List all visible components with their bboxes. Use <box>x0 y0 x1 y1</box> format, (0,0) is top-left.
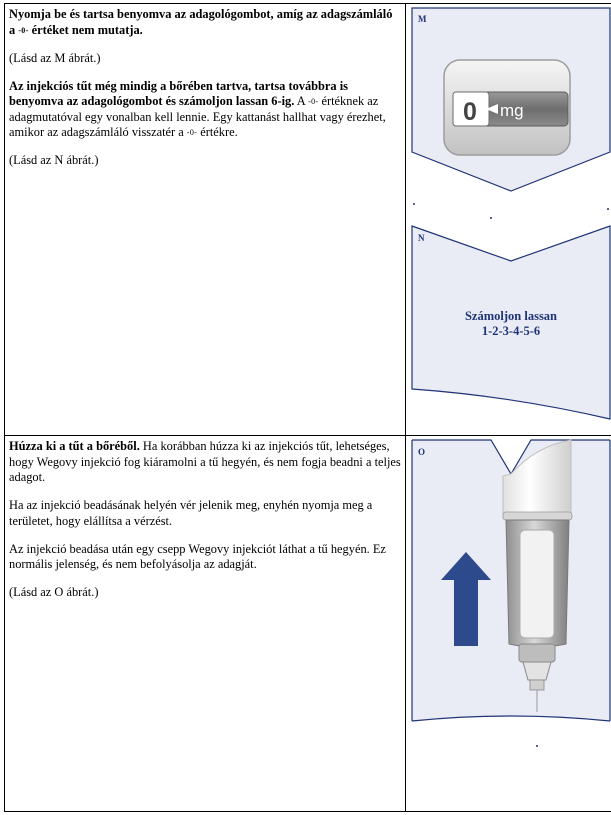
count-text-a: A <box>296 94 306 108</box>
step-paragraph-hold-button <box>9 7 401 38</box>
figure-n-label: N <box>418 233 425 243</box>
figure-cell-o <box>406 436 611 812</box>
step-text-cell-2 <box>5 436 406 812</box>
count-slowly-text: Számoljon lassan <box>464 309 558 323</box>
drop-paragraph: Az injekció beadása után egy csepp Wegovy injekciót láthat a tű hegyén. Ez normális jelenség, és nem befolyásolja az adagját. <box>9 541 386 571</box>
figure-o <box>406 436 611 810</box>
pen-window <box>520 530 554 638</box>
withdraw-instruction: Húzza ki a tűt a bőréből. <box>9 439 140 453</box>
figure-o-reference: (Lásd az O ábrát.) <box>9 585 99 599</box>
figure-m-reference: (Lásd az M ábrát.) <box>9 50 101 65</box>
step-text-cell-1 <box>5 4 406 436</box>
figure-n-reference: (Lásd az N ábrát.) <box>9 153 99 167</box>
bleeding-paragraph: Ha az injekció beadásának helyén vér jelenik meg, enyhén nyomja meg a területet, hogy elállítsa a vérzést. <box>9 498 373 528</box>
step-paragraph-withdraw <box>9 439 401 486</box>
figure-mn-svg <box>406 4 611 434</box>
instruction-table <box>4 3 611 812</box>
figure-o-svg <box>406 436 611 810</box>
zero-symbol: -0- <box>186 128 198 137</box>
count-instruction: Az injekciós tűt még mindig a bőrében tartva, tartsa továbbra is benyomva az adagológombot és számoljon lassan 6-ig. <box>9 78 348 108</box>
withdraw-text: Ha korábban húzza ki az injekciós tűt, lehetséges, hogy Wegovy injekció fog kiáramolni a tű hegyén, és nem fogja beadni a teljes adagot. <box>9 439 401 484</box>
hold-button-instruction-end: értéket nem mutatja. <box>31 22 143 37</box>
dose-unit-text: mg <box>500 101 524 120</box>
step-paragraph-count <box>9 79 401 141</box>
dose-zero-text: 0 <box>463 98 477 126</box>
figure-mn <box>406 4 611 434</box>
zero-symbol: -0- <box>18 25 29 35</box>
hold-button-instruction: Nyomja be és tartsa benyomva az adagológombot, amíg az adagszámláló a <box>9 7 393 37</box>
count-numbers-text: 1-2-3-4-5-6 <box>481 324 541 338</box>
figure-cell-mn <box>406 4 611 436</box>
count-text-end: értékre. <box>200 125 238 139</box>
needle-hub <box>519 644 555 662</box>
figure-m-label: M <box>418 14 427 24</box>
count-text-mid: értéknek az adagmutatóval egy vonalban kell lennie. Egy kattanást hallhat vagy érezhet, amikor az adagszámláló visszatér a <box>9 94 386 139</box>
zero-symbol: -0- <box>308 97 319 106</box>
figure-o-label: O <box>418 447 426 457</box>
